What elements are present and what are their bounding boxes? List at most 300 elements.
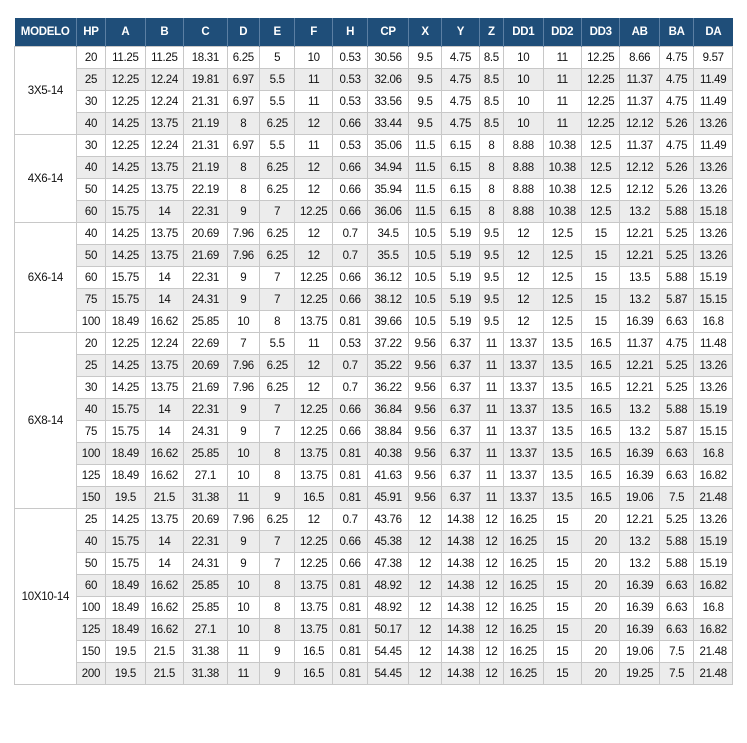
cell-d: 6.97 — [227, 69, 259, 91]
column-header-h: H — [332, 18, 367, 47]
cell-ba: 5.25 — [659, 223, 693, 245]
cell-b: 12.24 — [145, 135, 183, 157]
cell-e: 6.25 — [260, 377, 295, 399]
cell-ab: 12.12 — [620, 157, 659, 179]
cell-dd2: 15 — [543, 641, 581, 663]
cell-y: 6.15 — [442, 201, 479, 223]
cell-da: 11.49 — [694, 135, 733, 157]
model-cell: 6X8-14 — [15, 333, 77, 509]
cell-d: 7.96 — [227, 223, 259, 245]
cell-h: 0.81 — [332, 663, 367, 685]
cell-hp: 125 — [76, 465, 105, 487]
cell-cp: 35.22 — [368, 355, 409, 377]
cell-dd1: 12 — [504, 245, 543, 267]
cell-b: 13.75 — [145, 223, 183, 245]
cell-dd1: 16.25 — [504, 597, 543, 619]
cell-ab: 12.21 — [620, 245, 659, 267]
cell-b: 12.24 — [145, 69, 183, 91]
cell-dd2: 15 — [543, 531, 581, 553]
cell-dd1: 8.88 — [504, 201, 543, 223]
cell-dd1: 10 — [504, 91, 543, 113]
cell-hp: 40 — [76, 113, 105, 135]
table-row — [15, 135, 733, 157]
cell-dd3: 15 — [581, 245, 619, 267]
cell-e: 6.25 — [260, 179, 295, 201]
cell-c: 18.31 — [184, 47, 228, 69]
cell-ba: 4.75 — [659, 47, 693, 69]
cell-dd2: 12.5 — [543, 245, 581, 267]
cell-x: 12 — [408, 663, 441, 685]
cell-b: 13.75 — [145, 157, 183, 179]
cell-dd1: 13.37 — [504, 333, 543, 355]
cell-z: 12 — [479, 641, 503, 663]
cell-b: 16.62 — [145, 575, 183, 597]
cell-ba: 5.87 — [659, 289, 693, 311]
cell-a: 15.75 — [106, 553, 145, 575]
cell-b: 11.25 — [145, 47, 183, 69]
cell-ba: 7.5 — [659, 663, 693, 685]
cell-a: 18.49 — [106, 443, 145, 465]
cell-hp: 30 — [76, 91, 105, 113]
cell-dd3: 12.25 — [581, 91, 619, 113]
cell-h: 0.53 — [332, 91, 367, 113]
cell-e: 9 — [260, 663, 295, 685]
cell-ba: 5.26 — [659, 157, 693, 179]
cell-y: 4.75 — [442, 113, 479, 135]
cell-hp: 30 — [76, 377, 105, 399]
cell-da: 11.49 — [694, 69, 733, 91]
cell-ab: 13.2 — [620, 421, 659, 443]
cell-cp: 50.17 — [368, 619, 409, 641]
cell-hp: 40 — [76, 223, 105, 245]
cell-c: 25.85 — [184, 597, 228, 619]
cell-z: 11 — [479, 399, 503, 421]
cell-h: 0.81 — [332, 487, 367, 509]
cell-da: 13.26 — [694, 113, 733, 135]
cell-dd1: 12 — [504, 289, 543, 311]
cell-ba: 6.63 — [659, 311, 693, 333]
cell-dd3: 20 — [581, 553, 619, 575]
cell-da: 13.26 — [694, 509, 733, 531]
cell-a: 15.75 — [106, 201, 145, 223]
cell-ba: 5.25 — [659, 245, 693, 267]
cell-da: 21.48 — [694, 663, 733, 685]
cell-z: 8.5 — [479, 113, 503, 135]
cell-cp: 36.84 — [368, 399, 409, 421]
cell-cp: 45.91 — [368, 487, 409, 509]
cell-dd2: 11 — [543, 113, 581, 135]
cell-d: 7.96 — [227, 509, 259, 531]
cell-e: 9 — [260, 487, 295, 509]
cell-a: 11.25 — [106, 47, 145, 69]
cell-hp: 20 — [76, 47, 105, 69]
cell-a: 15.75 — [106, 399, 145, 421]
cell-e: 8 — [260, 619, 295, 641]
cell-d: 10 — [227, 597, 259, 619]
table-row — [15, 487, 733, 509]
cell-z: 12 — [479, 619, 503, 641]
cell-dd2: 12.5 — [543, 311, 581, 333]
cell-b: 13.75 — [145, 113, 183, 135]
cell-c: 21.31 — [184, 135, 228, 157]
table-row — [15, 311, 733, 333]
column-header-c: C — [184, 18, 228, 47]
cell-ab: 16.39 — [620, 465, 659, 487]
cell-ba: 5.88 — [659, 553, 693, 575]
cell-x: 11.5 — [408, 157, 441, 179]
cell-f: 16.5 — [295, 487, 332, 509]
cell-e: 8 — [260, 443, 295, 465]
cell-x: 9.56 — [408, 377, 441, 399]
model-cell: 6X6-14 — [15, 223, 77, 333]
cell-d: 6.97 — [227, 91, 259, 113]
cell-ab: 11.37 — [620, 135, 659, 157]
cell-c: 25.85 — [184, 311, 228, 333]
cell-a: 18.49 — [106, 619, 145, 641]
cell-a: 18.49 — [106, 465, 145, 487]
cell-a: 19.5 — [106, 663, 145, 685]
column-header-x: X — [408, 18, 441, 47]
cell-ba: 4.75 — [659, 135, 693, 157]
cell-c: 25.85 — [184, 575, 228, 597]
cell-h: 0.81 — [332, 311, 367, 333]
cell-cp: 32.06 — [368, 69, 409, 91]
cell-a: 15.75 — [106, 289, 145, 311]
cell-h: 0.66 — [332, 157, 367, 179]
cell-dd2: 11 — [543, 47, 581, 69]
cell-dd2: 12.5 — [543, 289, 581, 311]
cell-f: 12.25 — [295, 553, 332, 575]
cell-dd2: 13.5 — [543, 487, 581, 509]
cell-dd3: 16.5 — [581, 465, 619, 487]
cell-h: 0.66 — [332, 399, 367, 421]
cell-dd2: 15 — [543, 597, 581, 619]
cell-dd3: 15 — [581, 311, 619, 333]
cell-dd3: 20 — [581, 619, 619, 641]
cell-d: 9 — [227, 399, 259, 421]
cell-z: 12 — [479, 553, 503, 575]
cell-f: 11 — [295, 333, 332, 355]
cell-da: 16.8 — [694, 443, 733, 465]
cell-z: 8.5 — [479, 69, 503, 91]
table-row — [15, 465, 733, 487]
cell-cp: 48.92 — [368, 575, 409, 597]
cell-c: 31.38 — [184, 663, 228, 685]
cell-b: 16.62 — [145, 443, 183, 465]
cell-x: 12 — [408, 619, 441, 641]
cell-hp: 30 — [76, 135, 105, 157]
cell-hp: 75 — [76, 289, 105, 311]
cell-x: 11.5 — [408, 201, 441, 223]
cell-da: 13.26 — [694, 355, 733, 377]
table-row — [15, 399, 733, 421]
cell-dd1: 13.37 — [504, 487, 543, 509]
header-row — [15, 18, 733, 47]
cell-e: 7 — [260, 201, 295, 223]
cell-b: 16.62 — [145, 619, 183, 641]
cell-b: 16.62 — [145, 597, 183, 619]
cell-c: 19.81 — [184, 69, 228, 91]
cell-f: 16.5 — [295, 641, 332, 663]
cell-d: 10 — [227, 575, 259, 597]
cell-z: 8 — [479, 135, 503, 157]
cell-ab: 8.66 — [620, 47, 659, 69]
cell-dd1: 16.25 — [504, 575, 543, 597]
cell-e: 6.25 — [260, 113, 295, 135]
cell-ba: 5.25 — [659, 377, 693, 399]
cell-ab: 12.12 — [620, 113, 659, 135]
column-header-b: B — [145, 18, 183, 47]
cell-y: 6.37 — [442, 377, 479, 399]
cell-ba: 6.63 — [659, 597, 693, 619]
cell-hp: 150 — [76, 487, 105, 509]
cell-a: 19.5 — [106, 487, 145, 509]
table-row — [15, 91, 733, 113]
cell-dd1: 12 — [504, 223, 543, 245]
cell-d: 11 — [227, 487, 259, 509]
cell-y: 5.19 — [442, 223, 479, 245]
cell-e: 7 — [260, 267, 295, 289]
cell-c: 22.69 — [184, 333, 228, 355]
cell-cp: 40.38 — [368, 443, 409, 465]
cell-y: 5.19 — [442, 245, 479, 267]
column-header-da: DA — [694, 18, 733, 47]
cell-dd1: 13.37 — [504, 421, 543, 443]
cell-y: 4.75 — [442, 69, 479, 91]
cell-c: 21.69 — [184, 245, 228, 267]
cell-hp: 40 — [76, 531, 105, 553]
cell-dd2: 13.5 — [543, 355, 581, 377]
cell-x: 9.56 — [408, 399, 441, 421]
cell-ba: 5.88 — [659, 531, 693, 553]
cell-f: 13.75 — [295, 619, 332, 641]
table-row — [15, 179, 733, 201]
cell-hp: 50 — [76, 553, 105, 575]
cell-a: 14.25 — [106, 179, 145, 201]
cell-z: 11 — [479, 333, 503, 355]
cell-y: 14.38 — [442, 663, 479, 685]
cell-y: 14.38 — [442, 509, 479, 531]
cell-dd2: 13.5 — [543, 333, 581, 355]
cell-cp: 36.12 — [368, 267, 409, 289]
table-row — [15, 509, 733, 531]
cell-a: 15.75 — [106, 267, 145, 289]
cell-ab: 13.2 — [620, 531, 659, 553]
cell-da: 15.15 — [694, 289, 733, 311]
cell-h: 0.7 — [332, 355, 367, 377]
cell-f: 12 — [295, 355, 332, 377]
cell-b: 16.62 — [145, 465, 183, 487]
cell-da: 9.57 — [694, 47, 733, 69]
cell-b: 16.62 — [145, 311, 183, 333]
cell-x: 11.5 — [408, 179, 441, 201]
cell-x: 11.5 — [408, 135, 441, 157]
cell-ba: 5.87 — [659, 421, 693, 443]
cell-z: 8.5 — [479, 47, 503, 69]
cell-y: 5.19 — [442, 311, 479, 333]
cell-c: 27.1 — [184, 465, 228, 487]
cell-ab: 13.2 — [620, 289, 659, 311]
cell-ab: 12.21 — [620, 223, 659, 245]
cell-dd3: 12.5 — [581, 135, 619, 157]
cell-cp: 36.22 — [368, 377, 409, 399]
cell-b: 14 — [145, 201, 183, 223]
cell-c: 22.31 — [184, 531, 228, 553]
cell-z: 12 — [479, 531, 503, 553]
cell-dd1: 10 — [504, 47, 543, 69]
cell-ba: 5.26 — [659, 113, 693, 135]
cell-ba: 5.26 — [659, 179, 693, 201]
cell-e: 5.5 — [260, 91, 295, 113]
cell-y: 6.37 — [442, 399, 479, 421]
cell-y: 6.15 — [442, 135, 479, 157]
column-header-dd3: DD3 — [581, 18, 619, 47]
cell-z: 11 — [479, 377, 503, 399]
cell-b: 14 — [145, 421, 183, 443]
cell-h: 0.81 — [332, 619, 367, 641]
cell-dd3: 20 — [581, 641, 619, 663]
cell-c: 22.31 — [184, 267, 228, 289]
cell-dd1: 16.25 — [504, 663, 543, 685]
cell-b: 21.5 — [145, 663, 183, 685]
column-header-modelo: MODELO — [15, 18, 77, 47]
cell-a: 14.25 — [106, 245, 145, 267]
cell-ab: 12.21 — [620, 509, 659, 531]
cell-c: 24.31 — [184, 421, 228, 443]
cell-c: 22.31 — [184, 201, 228, 223]
cell-e: 7 — [260, 399, 295, 421]
cell-h: 0.66 — [332, 267, 367, 289]
cell-b: 13.75 — [145, 355, 183, 377]
table-row — [15, 201, 733, 223]
cell-x: 9.5 — [408, 113, 441, 135]
cell-x: 12 — [408, 553, 441, 575]
table-row — [15, 421, 733, 443]
cell-e: 6.25 — [260, 157, 295, 179]
cell-y: 14.38 — [442, 597, 479, 619]
cell-cp: 39.66 — [368, 311, 409, 333]
cell-f: 12 — [295, 157, 332, 179]
cell-x: 10.5 — [408, 289, 441, 311]
model-cell: 10X10-14 — [15, 509, 77, 685]
cell-da: 11.48 — [694, 333, 733, 355]
cell-f: 11 — [295, 69, 332, 91]
cell-d: 8 — [227, 157, 259, 179]
cell-f: 13.75 — [295, 575, 332, 597]
cell-cp: 54.45 — [368, 641, 409, 663]
cell-b: 14 — [145, 289, 183, 311]
cell-ba: 7.5 — [659, 487, 693, 509]
cell-dd3: 15 — [581, 223, 619, 245]
cell-b: 21.5 — [145, 487, 183, 509]
table-row — [15, 663, 733, 685]
cell-a: 12.25 — [106, 135, 145, 157]
cell-dd1: 8.88 — [504, 157, 543, 179]
cell-dd2: 10.38 — [543, 179, 581, 201]
cell-z: 12 — [479, 509, 503, 531]
cell-d: 6.97 — [227, 135, 259, 157]
cell-cp: 35.06 — [368, 135, 409, 157]
cell-z: 11 — [479, 487, 503, 509]
cell-hp: 60 — [76, 201, 105, 223]
column-header-dd1: DD1 — [504, 18, 543, 47]
cell-a: 18.49 — [106, 575, 145, 597]
cell-c: 21.69 — [184, 377, 228, 399]
cell-da: 15.15 — [694, 421, 733, 443]
cell-cp: 37.22 — [368, 333, 409, 355]
cell-h: 0.81 — [332, 443, 367, 465]
cell-ab: 16.39 — [620, 443, 659, 465]
cell-a: 14.25 — [106, 377, 145, 399]
column-header-z: Z — [479, 18, 503, 47]
cell-x: 9.5 — [408, 69, 441, 91]
cell-dd2: 10.38 — [543, 135, 581, 157]
table-row — [15, 267, 733, 289]
cell-y: 6.15 — [442, 179, 479, 201]
cell-ab: 16.39 — [620, 575, 659, 597]
cell-y: 14.38 — [442, 575, 479, 597]
cell-ba: 6.63 — [659, 443, 693, 465]
cell-z: 9.5 — [479, 245, 503, 267]
cell-dd2: 13.5 — [543, 443, 581, 465]
cell-da: 13.26 — [694, 179, 733, 201]
cell-a: 19.5 — [106, 641, 145, 663]
cell-dd3: 12.25 — [581, 47, 619, 69]
cell-dd2: 12.5 — [543, 267, 581, 289]
cell-y: 6.37 — [442, 421, 479, 443]
table-row — [15, 333, 733, 355]
cell-dd3: 16.5 — [581, 399, 619, 421]
cell-hp: 150 — [76, 641, 105, 663]
cell-dd2: 13.5 — [543, 465, 581, 487]
cell-e: 6.25 — [260, 355, 295, 377]
cell-e: 5 — [260, 47, 295, 69]
cell-b: 14 — [145, 267, 183, 289]
cell-cp: 33.44 — [368, 113, 409, 135]
table-row — [15, 157, 733, 179]
cell-x: 9.56 — [408, 443, 441, 465]
cell-c: 21.19 — [184, 157, 228, 179]
cell-ab: 13.2 — [620, 553, 659, 575]
cell-h: 0.7 — [332, 245, 367, 267]
cell-c: 21.19 — [184, 113, 228, 135]
cell-dd1: 16.25 — [504, 553, 543, 575]
cell-dd2: 15 — [543, 619, 581, 641]
cell-e: 7 — [260, 531, 295, 553]
cell-h: 0.7 — [332, 223, 367, 245]
cell-h: 0.7 — [332, 377, 367, 399]
table-row — [15, 531, 733, 553]
cell-hp: 25 — [76, 69, 105, 91]
cell-ab: 16.39 — [620, 597, 659, 619]
cell-dd1: 10 — [504, 69, 543, 91]
cell-d: 11 — [227, 663, 259, 685]
cell-dd3: 20 — [581, 531, 619, 553]
cell-d: 10 — [227, 465, 259, 487]
dimensions-table — [14, 18, 733, 685]
cell-f: 12.25 — [295, 201, 332, 223]
cell-cp: 47.38 — [368, 553, 409, 575]
cell-hp: 60 — [76, 267, 105, 289]
cell-da: 15.19 — [694, 531, 733, 553]
cell-dd3: 16.5 — [581, 377, 619, 399]
cell-hp: 100 — [76, 597, 105, 619]
cell-z: 9.5 — [479, 311, 503, 333]
cell-d: 7.96 — [227, 377, 259, 399]
cell-ab: 19.06 — [620, 641, 659, 663]
cell-f: 12 — [295, 223, 332, 245]
cell-ab: 13.2 — [620, 399, 659, 421]
